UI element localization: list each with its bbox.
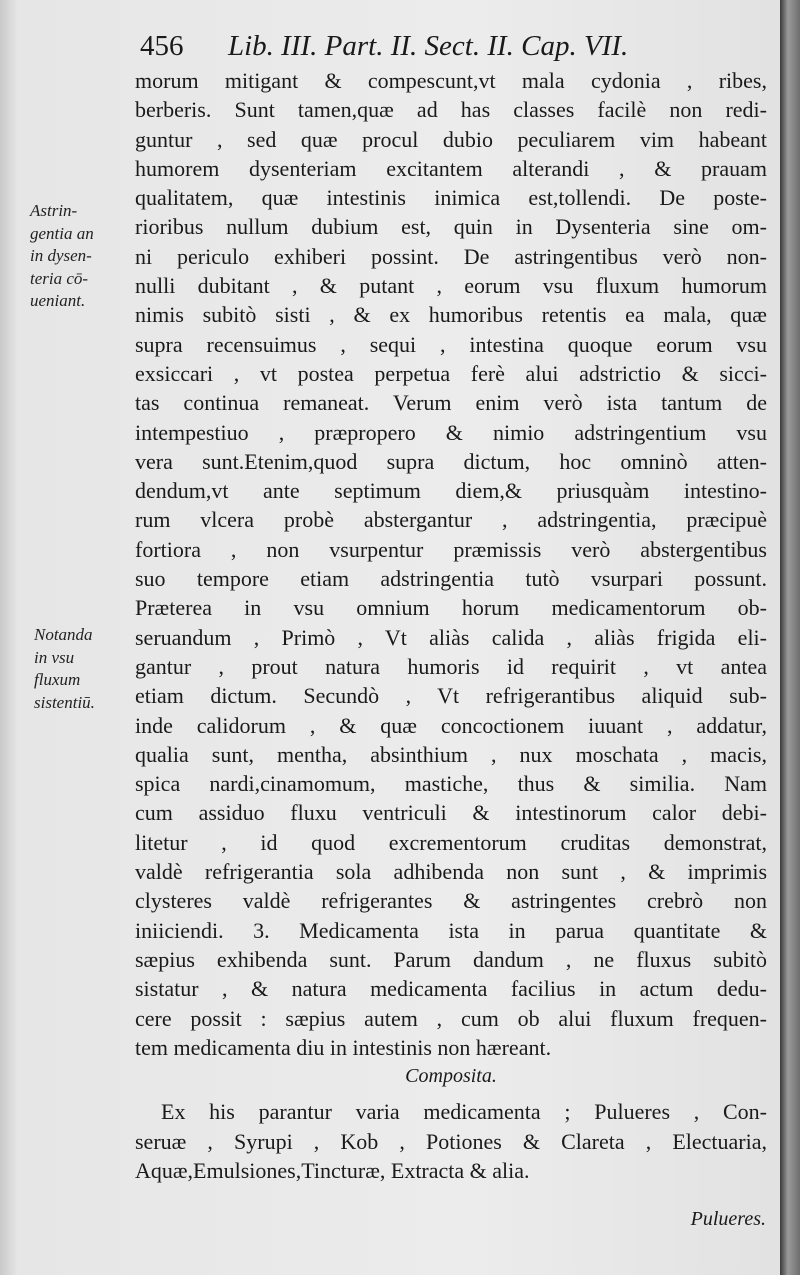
body-text xyxy=(135,66,767,1185)
text-line: rum vlcera probè abstergantur , adstringentia, præcipuè xyxy=(135,507,767,533)
text-line: seruandum , Primò , Vt aliàs calida , aliàs frigida eli- xyxy=(135,624,767,650)
margin-note-notanda xyxy=(34,624,134,714)
text-line: morum mitigant & compescunt,vt mala cydonia , ribes, xyxy=(135,68,767,93)
margin-note-line: fluxum xyxy=(34,670,81,689)
text-line: cere possit : sæpius autem , cum ob alui fluxum frequen- xyxy=(135,1005,767,1031)
page-edge xyxy=(780,0,800,1275)
text-line: rioribus nullum dubium est, quin in Dysenteria sine om- xyxy=(135,214,767,240)
margin-note-line: Astrin- xyxy=(30,201,78,220)
text-line: Aquæ,Emulsiones,Tincturæ, Extracta & alia. xyxy=(135,1157,530,1183)
running-head xyxy=(140,30,770,70)
text-line: nimis subitò sisti , & ex humoribus retentis ea mala, quæ xyxy=(135,302,767,328)
text-line: qualia sunt, mentha, absinthium , nux moschata , macis, xyxy=(135,741,767,767)
text-line: nulli dubitant , & putant , eorum vsu fluxum humorum xyxy=(135,273,767,299)
text-line: litetur , id quod excrementorum cruditas demonstrat, xyxy=(135,829,767,855)
margin-note-line: gentia an xyxy=(30,223,94,243)
text-line: cum assiduo fluxu ventriculi & intestinorum calor debi- xyxy=(135,800,767,826)
text-line: tem medicamenta diu in intestinis non hæreant. xyxy=(135,1034,552,1060)
text-line: sæpius exhibenda sunt. Parum dandum , ne fluxus subitò xyxy=(135,946,767,972)
text-line: fortiora , non vsurpentur præmissis verò abstergentibus xyxy=(135,536,767,562)
text-line: berberis. Sunt tamen,quæ ad has classes facilè non redi- xyxy=(135,97,767,123)
text-line: vera sunt.Etenim,quod supra dictum, hoc omninò atten- xyxy=(135,448,767,474)
text-line: seruæ , Syrupi , Kob , Potiones & Clareta , Electuaria, xyxy=(135,1128,767,1154)
text-line: spica nardi,cinamomum, mastiche, thus & similia. Nam xyxy=(135,771,767,797)
text-line: ni periculo exhiberi possint. De astringentibus verò non- xyxy=(135,243,767,269)
margin-note-line: ueniant. xyxy=(30,291,86,310)
margin-note-line: in dysen- xyxy=(30,246,92,265)
text-line: suo tempore etiam adstringentia tutò vsurpari possunt. xyxy=(135,566,767,592)
margin-note-astringentia xyxy=(30,200,130,313)
text-line: intempestiuo , præpropero & nimio adstringentium vsu xyxy=(135,419,767,445)
text-line: Ex his parantur varia medicamenta ; Pulueres , Con- xyxy=(161,1099,767,1125)
text-line: inde calidorum , & quæ concoctionem iuuant , addatur, xyxy=(135,712,767,738)
margin-note-line: in vsu xyxy=(34,647,75,667)
text-line: Præterea in vsu omnium horum medicamentorum ob- xyxy=(135,595,767,621)
text-line: gantur , prout natura humoris id requirit , vt antea xyxy=(135,653,767,679)
text-line: supra recensuimus , sequi , intestina quoque eorum vsu xyxy=(135,331,767,357)
section-subheading: Composita. xyxy=(405,1065,497,1088)
text-line: etiam dictum. Secundò , Vt refrigerantibus aliquid sub- xyxy=(135,683,767,709)
text-line: clysteres valdè refrigerantes & astringentes crebrò non xyxy=(135,888,767,914)
text-line: humorem dysenteriam excitantem alterandi , & prauam xyxy=(135,155,767,181)
text-line: dendum,vt ante septimum diem,& priusquàm intestino- xyxy=(135,478,767,504)
margin-note-line: sistentiū. xyxy=(34,692,95,712)
margin-note-line: teria cō- xyxy=(30,268,89,288)
text-line: iniiciendi. 3. Medicamenta ista in parua quantitate & xyxy=(135,917,767,943)
margin-note-line: Notanda xyxy=(34,625,93,644)
text-line: sistatur , & natura medicamenta facilius in actum dedu- xyxy=(135,976,767,1002)
text-line: guntur , sed quæ procul dubio peculiarem vim habeant xyxy=(135,126,767,152)
running-title: Lib. III. Part. II. Sect. II. Cap. VII. xyxy=(228,30,629,62)
text-line: exsiccari , vt postea perpetua ferè alui adstrictio & sicci- xyxy=(135,360,767,386)
text-line: valdè refrigerantia sola adhibenda non sunt , & imprimis xyxy=(135,859,767,885)
page-number: 456 xyxy=(140,30,184,62)
text-line: tas continua remaneat. Verum enim verò ista tantum de xyxy=(135,390,767,416)
catchword: Pulueres. xyxy=(690,1208,766,1230)
text-line: qualitatem, quæ intestinis inimica est,tollendi. De poste- xyxy=(135,185,767,211)
